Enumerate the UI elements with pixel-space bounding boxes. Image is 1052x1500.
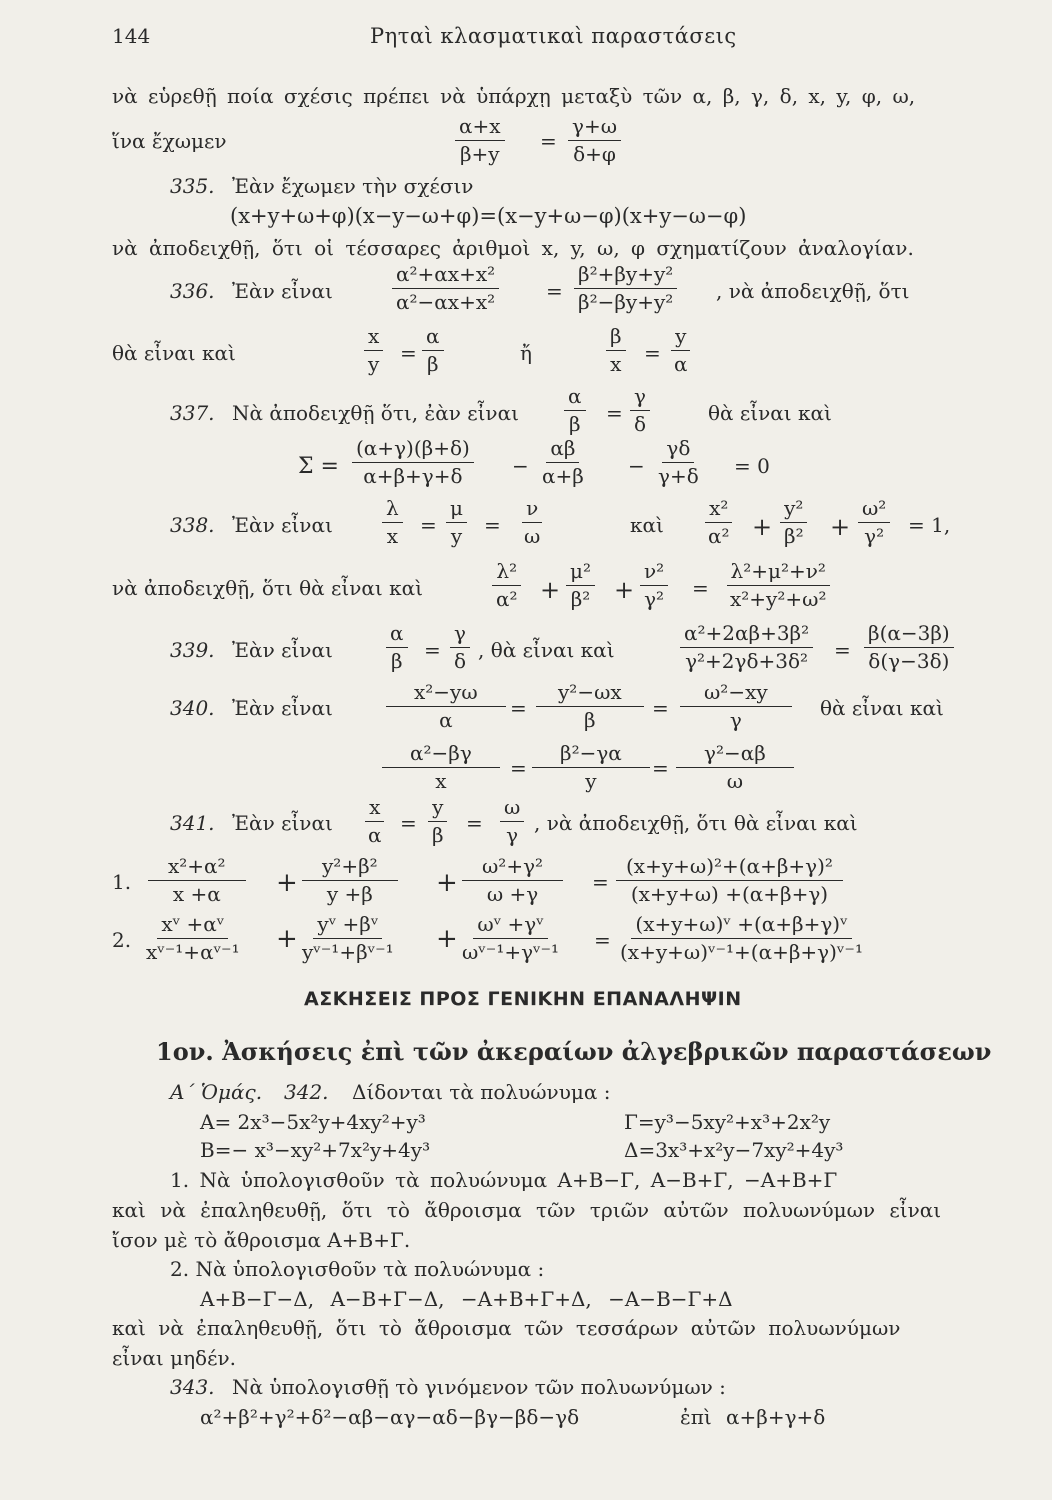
fraction: $\frac{\nu}{\omega}$ bbox=[524, 496, 541, 548]
fraction: $\frac{\text{(x+y+ω)ᵛ +(α+β+γ)ᵛ}}{\text{(x+y+ω)ᵛ⁻¹+(α+β+γ)ᵛ⁻¹}}$ bbox=[620, 912, 863, 964]
equals-sign: = bbox=[652, 696, 669, 720]
equals-sign: = bbox=[484, 513, 501, 537]
fraction: $\frac{\alpha}{\beta}$ bbox=[564, 386, 586, 435]
fraction: $\frac{\alpha\beta}{\alpha+\beta}$ bbox=[542, 436, 584, 488]
problem-number: 340. bbox=[170, 696, 215, 720]
equals-sign: = bbox=[834, 638, 851, 662]
equation: (x+y+ω+φ)(x−y−ω+φ)=(x−y+ω−φ)(x+y−ω−φ) bbox=[230, 204, 747, 228]
problem-text: καὶ νὰ ἐπαληθευθῇ, ὅτι τὸ ἄθροισμα τῶν τριῶν αὐτῶν πολυωνύμων εἶναι bbox=[112, 1198, 942, 1222]
problem-text: θὰ εἶναι καὶ bbox=[708, 401, 832, 425]
problem-text: A+B−Γ−Δ, A−B+Γ−Δ, −A+B+Γ+Δ, −A−B−Γ+Δ bbox=[200, 1287, 733, 1311]
equals-sign: = bbox=[400, 341, 417, 365]
fraction: $\frac{\text{ω²−xy}}{\gamma}$ bbox=[680, 682, 792, 731]
equals-sign: = bbox=[510, 696, 527, 720]
problem-number: 341. bbox=[170, 811, 215, 835]
problem-text: Νὰ ἀποδειχθῇ ὅτι, ἐὰν εἶναι bbox=[232, 401, 519, 425]
fraction: $\frac{\beta(\alpha-3\beta)}{\delta(\gamma-3\delta)}$ bbox=[864, 623, 954, 672]
problem-text: Ἐὰν εἶναι bbox=[232, 279, 333, 303]
plus-sign: + bbox=[276, 924, 298, 954]
equals-sign: = bbox=[594, 928, 611, 952]
fraction: $\frac{\text{(x+y+ω)²+(α+β+γ)²}}{(x+y+\omega) +(\alpha+\beta+\gamma)}$ bbox=[616, 856, 843, 905]
equals-zero: = 0 bbox=[734, 454, 770, 478]
or-word: ἤ bbox=[520, 341, 532, 365]
fraction: $\frac{x}{y}$ bbox=[364, 326, 383, 375]
problem-text: θὰ εἶναι καὶ bbox=[820, 696, 944, 720]
problem-text: Δίδονται τὰ πολυώνυμα : bbox=[352, 1080, 611, 1104]
item-number: 2. bbox=[112, 928, 132, 952]
fraction: $\frac{\text{β²+βy+y²}}{\text{β²−βy+y²}}$ bbox=[574, 264, 677, 313]
problem-number: 343. bbox=[170, 1375, 215, 1399]
running-title: Ρηταὶ κλασματικαὶ παραστάσεις bbox=[370, 24, 737, 48]
problem-text: Ἐὰν εἶναι bbox=[232, 811, 333, 835]
equals-sign: = bbox=[510, 756, 527, 780]
plus-sign: + bbox=[540, 576, 561, 604]
fraction: $\frac{\text{ωᵛ +γᵛ}}{\text{ωᵛ⁻¹+γᵛ⁻¹}}$ bbox=[462, 912, 560, 964]
problem-text: ἴσον μὲ τὸ ἄθροισμα A+B+Γ. bbox=[112, 1228, 411, 1252]
fraction: $\frac{\text{ν²}}{\text{γ²}}$ bbox=[640, 561, 668, 610]
epi-word: ἐπὶ bbox=[680, 1405, 712, 1429]
problem-number: 336. bbox=[170, 279, 215, 303]
fraction: $\frac{\text{λ²}}{\text{α²}}$ bbox=[492, 561, 522, 610]
fraction: $\frac{\alpha+x}{\beta+y}$ bbox=[455, 116, 505, 165]
minus-sign: − bbox=[512, 454, 529, 478]
equals-sign: = bbox=[644, 341, 661, 365]
problem-number: 339. bbox=[170, 638, 215, 662]
fraction: $\frac{\text{x²+α²}}{x +\alpha}$ bbox=[148, 856, 246, 905]
fraction: $\frac{\text{yᵛ +βᵛ}}{\text{yᵛ⁻¹+βᵛ⁻¹}}$ bbox=[302, 912, 394, 964]
problem-text: Ἐὰν εἶναι bbox=[232, 638, 333, 662]
polynomial-B: B=− x³−xy²+7x²y+4y³ bbox=[200, 1138, 431, 1162]
fraction: $\frac{\text{α²+αx+x²}}{\text{α²−αx+x²}}$ bbox=[392, 264, 499, 313]
polynomial-A: A= 2x³−5x²y+4xy²+y³ bbox=[200, 1110, 426, 1134]
fraction: $\frac{\text{λ²+μ²+ν²}}{\text{x²+y²+ω²}}$ bbox=[726, 561, 830, 610]
plus-sign: + bbox=[276, 868, 298, 898]
intro-line: νὰ εὑρεθῇ ποία σχέσις πρέπει νὰ ὑπάρχῃ μεταξὺ τῶν α, β, γ, δ, x, y, φ, ω, bbox=[112, 84, 916, 108]
fraction: $\frac{y}{\beta}$ bbox=[428, 797, 448, 846]
fraction: $\frac{\text{γ²−αβ}}{\omega}$ bbox=[676, 743, 794, 792]
problem-text: 1. Νὰ ὑπολογισθοῦν τὰ πολυώνυμα A+B−Γ, A−B+Γ, −A+B+Γ bbox=[170, 1168, 838, 1192]
problem-text: , νὰ ἀποδειχθῇ, ὅτι bbox=[716, 279, 910, 303]
fraction: $\frac{\alpha}{\beta}$ bbox=[386, 623, 408, 672]
fraction: $\frac{\mu}{y}$ bbox=[446, 498, 467, 547]
fraction: $\frac{x}{\alpha}$ bbox=[364, 797, 386, 846]
sigma-label: Σ = bbox=[298, 454, 339, 479]
minus-sign: − bbox=[628, 454, 645, 478]
equals-one: = 1, bbox=[908, 513, 951, 537]
problem-text: καὶ νὰ ἐπαληθευθῇ, ὅτι τὸ ἄθροισμα τῶν τεσσάρων αὐτῶν πολυωνύμων bbox=[112, 1316, 901, 1340]
fraction: $\frac{\beta}{x}$ bbox=[606, 326, 626, 375]
fraction: $\frac{\gamma}{\delta}$ bbox=[450, 623, 470, 672]
problem-number: 342. bbox=[284, 1080, 329, 1104]
equals-sign: = bbox=[400, 811, 417, 835]
problem-text: θὰ εἶναι καὶ bbox=[112, 341, 236, 365]
fraction: $\frac{\alpha}{\beta}$ bbox=[422, 326, 444, 375]
section-subheading: 1ον. Ἀσκήσεις ἐπὶ τῶν ἀκεραίων ἀλγεβρικῶν παραστάσεων bbox=[156, 1037, 992, 1066]
item-number: 1. bbox=[112, 870, 132, 894]
fraction: $\frac{\text{α²+2αβ+3β²}}{\text{γ²+2γδ+3δ²}}$ bbox=[680, 623, 813, 672]
fraction: $\frac{\lambda}{x}$ bbox=[382, 498, 403, 547]
fraction: $\frac{\omega}{\gamma}$ bbox=[500, 797, 524, 846]
problem-text: , θὰ εἶναι καὶ bbox=[478, 638, 615, 662]
page-number: 144 bbox=[112, 24, 151, 48]
equals-sign: = bbox=[466, 811, 483, 835]
problem-text: Ἐὰν εἶναι bbox=[232, 696, 333, 720]
problem-number: 335. bbox=[170, 174, 215, 198]
fraction: $\frac{\text{y²+β²}}{y +\beta}$ bbox=[302, 856, 398, 905]
fraction: $\frac{\text{α²−βγ}}{x}$ bbox=[382, 743, 500, 792]
plus-sign: + bbox=[752, 513, 773, 541]
fraction: $\frac{\gamma}{\delta}$ bbox=[630, 386, 650, 435]
polynomial-D: Δ=3x³+x²y−7xy²+4y³ bbox=[624, 1138, 844, 1162]
problem-number: 338. bbox=[170, 513, 215, 537]
fraction: $\frac{\gamma\delta}{\gamma+\delta}$ bbox=[658, 436, 699, 488]
fraction: $\frac{\text{y²}}{\text{β²}}$ bbox=[780, 498, 808, 547]
equals-sign: = bbox=[540, 129, 557, 153]
problem-text: Ἐὰν εἶναι bbox=[232, 513, 333, 537]
equals-sign: = bbox=[424, 638, 441, 662]
equals-sign: = bbox=[692, 576, 709, 600]
fraction: $\frac{\text{y²−ωx}}{\beta}$ bbox=[536, 682, 644, 731]
fraction: $\frac{y}{\alpha}$ bbox=[670, 326, 692, 375]
equals-sign: = bbox=[652, 756, 669, 780]
fraction: $\frac{\text{x²−yω}}{\alpha}$ bbox=[386, 682, 506, 731]
problem-conclusion: νὰ ἀποδειχθῇ, ὅτι οἱ τέσσαρες ἀριθμοὶ x, y, ω, φ σχηματίζουν ἀναλογίαν. bbox=[112, 236, 914, 260]
section-heading: ΑΣΚΗΣΕΙΣ ΠΡΟΣ ΓΕΝΙΚΗΝ ΕΠΑΝΑΛΗΨΙΝ bbox=[304, 988, 742, 1010]
problem-text: νὰ ἀποδειχθῇ, ὅτι θὰ εἶναι καὶ bbox=[112, 576, 423, 600]
plus-sign: + bbox=[436, 924, 458, 954]
equals-sign: = bbox=[546, 279, 563, 303]
intro-text: ἵνα ἔχωμεν bbox=[112, 129, 227, 153]
plus-sign: + bbox=[436, 868, 458, 898]
fraction: $\frac{\gamma+\omega}{\delta+\varphi}$ bbox=[568, 116, 621, 165]
product-expression-2: α+β+γ+δ bbox=[726, 1405, 826, 1429]
plus-sign: + bbox=[830, 513, 851, 541]
fraction: $\frac{\text{xᵛ +αᵛ}}{\text{xᵛ⁻¹+αᵛ⁻¹}}$ bbox=[146, 912, 240, 964]
problem-text: Νὰ ὑπολογισθῇ τὸ γινόμενον τῶν πολυωνύμων : bbox=[232, 1375, 726, 1399]
fraction: $\frac{(\alpha+\gamma)(\beta+\delta)}{\alpha+\beta+\gamma+\delta}$ bbox=[352, 438, 474, 487]
problem-text: εἶναι μηδέν. bbox=[112, 1346, 236, 1370]
kai-word: καὶ bbox=[630, 513, 664, 537]
problem-number: 337. bbox=[170, 401, 215, 425]
product-expression: α²+β²+γ²+δ²−αβ−αγ−αδ−βγ−βδ−γδ bbox=[200, 1405, 580, 1429]
problem-text: , νὰ ἀποδειχθῇ, ὅτι θὰ εἶναι καὶ bbox=[534, 811, 858, 835]
fraction: $\frac{\text{x²}}{\text{α²}}$ bbox=[704, 498, 734, 547]
equals-sign: = bbox=[606, 401, 623, 425]
plus-sign: + bbox=[614, 576, 635, 604]
group-label: Α΄ Ὁμάς. bbox=[170, 1080, 263, 1104]
fraction: $\frac{\text{μ²}}{\text{β²}}$ bbox=[566, 561, 595, 610]
problem-text: 2. Νὰ ὑπολογισθοῦν τὰ πολυώνυμα : bbox=[170, 1257, 545, 1281]
fraction: $\frac{\text{ω²}}{\text{γ²}}$ bbox=[858, 498, 890, 547]
equals-sign: = bbox=[592, 870, 609, 894]
equals-sign: = bbox=[420, 513, 437, 537]
fraction: $\frac{\text{β²−γα}}{y}$ bbox=[532, 743, 650, 792]
polynomial-G: Γ=y³−5xy²+x³+2x²y bbox=[624, 1110, 831, 1134]
fraction: $\frac{\text{ω²+γ²}}{\omega +\gamma}$ bbox=[462, 856, 563, 905]
problem-text: Ἐὰν ἔχωμεν τὴν σχέσιν bbox=[232, 174, 474, 198]
